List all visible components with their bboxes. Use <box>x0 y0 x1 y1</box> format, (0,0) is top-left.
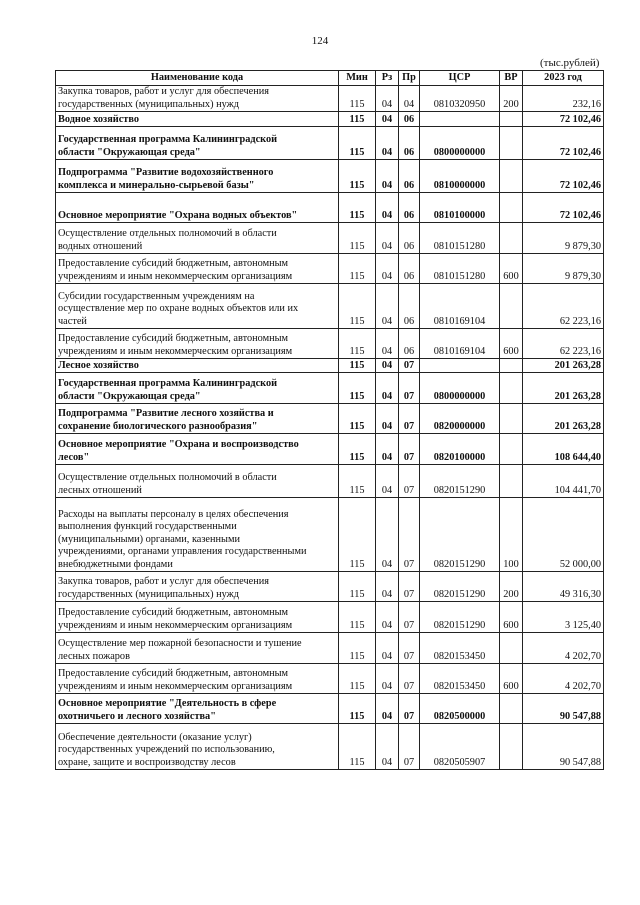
row-name: Предоставление субсидий бюджетным, автономным учреждениям и иным некоммерческим организациям <box>56 664 339 694</box>
row-name: Закупка товаров, работ и услуг для обеспечения государственных (муниципальных) нужд <box>56 86 339 112</box>
units-label: (тыс.рублей) <box>540 57 600 69</box>
row-csr: 0810169104 <box>420 284 500 329</box>
row-name: Обеспечение деятельности (оказание услуг) государственных учреждений по использованию, охране, защите и воспроизводству лесов <box>56 724 339 770</box>
table-row <box>56 284 604 329</box>
row-amount: 201 263,28 <box>523 404 604 434</box>
row-name: Подпрограмма "Развитие лесного хозяйства и сохранение биологического разнообразия" <box>56 404 339 434</box>
row-amount: 201 263,28 <box>523 359 604 373</box>
row-vr <box>500 465 523 498</box>
row-rz: 04 <box>376 254 399 284</box>
row-pr: 06 <box>399 223 420 254</box>
table-row <box>56 633 604 664</box>
row-min: 115 <box>339 160 376 193</box>
table-row <box>56 359 604 373</box>
table-row <box>56 602 604 633</box>
row-amount: 49 316,30 <box>523 572 604 602</box>
table-row <box>56 724 604 770</box>
row-name: Основное мероприятие "Охрана и воспроизводство лесов" <box>56 434 339 465</box>
row-csr: 0820100000 <box>420 434 500 465</box>
row-rz: 04 <box>376 359 399 373</box>
row-vr <box>500 160 523 193</box>
row-name: Основное мероприятие "Деятельность в сфере охотничьего и лесного хозяйства" <box>56 694 339 724</box>
row-rz: 04 <box>376 633 399 664</box>
row-name: Предоставление субсидий бюджетным, автономным учреждениям и иным некоммерческим организациям <box>56 254 339 284</box>
row-pr: 06 <box>399 329 420 359</box>
row-csr: 0810000000 <box>420 160 500 193</box>
budget-table <box>55 70 604 770</box>
row-amount: 52 000,00 <box>523 498 604 572</box>
row-csr: 0810151280 <box>420 223 500 254</box>
row-name: Субсидии государственным учреждениям на осуществление мер по охране водных объектов или их частей <box>56 284 339 329</box>
row-name: Закупка товаров, работ и услуг для обеспечения государственных (муниципальных) нужд <box>56 572 339 602</box>
row-vr <box>500 404 523 434</box>
row-amount: 90 547,88 <box>523 724 604 770</box>
row-amount: 72 102,46 <box>523 193 604 223</box>
table-row <box>56 465 604 498</box>
row-pr: 07 <box>399 694 420 724</box>
row-name: Водное хозяйство <box>56 112 339 127</box>
row-rz: 04 <box>376 724 399 770</box>
row-min: 115 <box>339 404 376 434</box>
row-amount: 4 202,70 <box>523 633 604 664</box>
row-rz: 04 <box>376 602 399 633</box>
row-pr: 06 <box>399 112 420 127</box>
row-name: Осуществление мер пожарной безопасности и тушение лесных пожаров <box>56 633 339 664</box>
row-min: 115 <box>339 359 376 373</box>
row-min: 115 <box>339 329 376 359</box>
row-pr: 04 <box>399 86 420 112</box>
row-min: 115 <box>339 633 376 664</box>
row-pr: 07 <box>399 465 420 498</box>
row-min: 115 <box>339 193 376 223</box>
header-rz: Рз <box>376 71 399 86</box>
row-csr: 0810320950 <box>420 86 500 112</box>
row-name: Государственная программа Калининградской области "Окружающая среда" <box>56 127 339 160</box>
table-row <box>56 572 604 602</box>
row-min: 115 <box>339 602 376 633</box>
table-row <box>56 112 604 127</box>
row-csr: 0820151290 <box>420 498 500 572</box>
header-amount: 2023 год <box>523 71 604 86</box>
row-amount: 62 223,16 <box>523 329 604 359</box>
row-name: Государственная программа Калининградской области "Окружающая среда" <box>56 373 339 404</box>
row-csr: 0800000000 <box>420 373 500 404</box>
table-row <box>56 434 604 465</box>
row-rz: 04 <box>376 329 399 359</box>
row-pr: 07 <box>399 498 420 572</box>
row-csr: 0820000000 <box>420 404 500 434</box>
row-amount: 72 102,46 <box>523 160 604 193</box>
row-vr <box>500 223 523 254</box>
row-csr: 0820151290 <box>420 465 500 498</box>
header-vr: ВР <box>500 71 523 86</box>
row-name: Лесное хозяйство <box>56 359 339 373</box>
row-min: 115 <box>339 572 376 602</box>
header-pr: Пр <box>399 71 420 86</box>
table-row <box>56 254 604 284</box>
table-row <box>56 193 604 223</box>
table-row <box>56 373 604 404</box>
row-rz: 04 <box>376 664 399 694</box>
row-rz: 04 <box>376 112 399 127</box>
row-vr <box>500 434 523 465</box>
row-min: 115 <box>339 434 376 465</box>
header-min: Мин <box>339 71 376 86</box>
row-pr: 06 <box>399 160 420 193</box>
row-min: 115 <box>339 112 376 127</box>
row-vr <box>500 112 523 127</box>
row-min: 115 <box>339 465 376 498</box>
row-name: Осуществление отдельных полномочий в области лесных отношений <box>56 465 339 498</box>
row-rz: 04 <box>376 160 399 193</box>
row-vr: 200 <box>500 86 523 112</box>
table-row <box>56 694 604 724</box>
row-pr: 06 <box>399 284 420 329</box>
table-row <box>56 498 604 572</box>
row-csr: 0820151290 <box>420 572 500 602</box>
row-csr: 0810100000 <box>420 193 500 223</box>
row-amount: 9 879,30 <box>523 223 604 254</box>
table-row <box>56 404 604 434</box>
table-row <box>56 86 604 112</box>
row-vr: 600 <box>500 254 523 284</box>
row-vr: 600 <box>500 602 523 633</box>
row-rz: 04 <box>376 373 399 404</box>
row-min: 115 <box>339 724 376 770</box>
row-rz: 04 <box>376 86 399 112</box>
row-amount: 3 125,40 <box>523 602 604 633</box>
row-amount: 201 263,28 <box>523 373 604 404</box>
row-min: 115 <box>339 694 376 724</box>
row-name: Основное мероприятие "Охрана водных объектов" <box>56 193 339 223</box>
row-name: Подпрограмма "Развитие водохозяйственного комплекса и минерально-сырьевой базы" <box>56 160 339 193</box>
row-rz: 04 <box>376 498 399 572</box>
row-vr <box>500 373 523 404</box>
table-row <box>56 329 604 359</box>
row-rz: 04 <box>376 193 399 223</box>
row-pr: 07 <box>399 724 420 770</box>
row-name: Расходы на выплаты персоналу в целях обеспечения выполнения функций государственными (муниципальными) органами, казенными учреждениями, органами управления государственными внебюджетными фондами <box>56 498 339 572</box>
row-csr: 0820153450 <box>420 664 500 694</box>
row-name: Предоставление субсидий бюджетным, автономным учреждениям и иным некоммерческим организациям <box>56 329 339 359</box>
row-csr: 0820505907 <box>420 724 500 770</box>
table-row <box>56 664 604 694</box>
row-rz: 04 <box>376 694 399 724</box>
table-header-row <box>56 71 604 86</box>
row-min: 115 <box>339 373 376 404</box>
row-rz: 04 <box>376 465 399 498</box>
row-pr: 07 <box>399 373 420 404</box>
row-pr: 07 <box>399 404 420 434</box>
row-pr: 07 <box>399 633 420 664</box>
row-rz: 04 <box>376 434 399 465</box>
row-pr: 07 <box>399 434 420 465</box>
row-rz: 04 <box>376 284 399 329</box>
row-vr: 100 <box>500 498 523 572</box>
row-amount: 232,16 <box>523 86 604 112</box>
row-vr <box>500 193 523 223</box>
row-csr: 0810151280 <box>420 254 500 284</box>
row-pr: 07 <box>399 359 420 373</box>
row-vr: 600 <box>500 329 523 359</box>
table-row <box>56 223 604 254</box>
row-csr: 0820153450 <box>420 633 500 664</box>
row-csr: 0820500000 <box>420 694 500 724</box>
row-csr <box>420 112 500 127</box>
row-vr <box>500 694 523 724</box>
row-min: 115 <box>339 223 376 254</box>
header-name: Наименование кода <box>56 71 339 86</box>
row-rz: 04 <box>376 572 399 602</box>
row-vr: 200 <box>500 572 523 602</box>
row-pr: 06 <box>399 254 420 284</box>
row-vr <box>500 724 523 770</box>
row-amount: 72 102,46 <box>523 127 604 160</box>
row-min: 115 <box>339 284 376 329</box>
row-min: 115 <box>339 498 376 572</box>
row-name: Предоставление субсидий бюджетным, автономным учреждениям и иным некоммерческим организациям <box>56 602 339 633</box>
table-row <box>56 127 604 160</box>
row-min: 115 <box>339 254 376 284</box>
row-pr: 07 <box>399 664 420 694</box>
row-vr: 600 <box>500 664 523 694</box>
row-amount: 104 441,70 <box>523 465 604 498</box>
row-vr <box>500 284 523 329</box>
row-csr <box>420 359 500 373</box>
row-rz: 04 <box>376 223 399 254</box>
row-name: Осуществление отдельных полномочий в области водных отношений <box>56 223 339 254</box>
row-amount: 108 644,40 <box>523 434 604 465</box>
row-pr: 06 <box>399 127 420 160</box>
row-amount: 9 879,30 <box>523 254 604 284</box>
row-csr: 0800000000 <box>420 127 500 160</box>
row-csr: 0820151290 <box>420 602 500 633</box>
row-min: 115 <box>339 127 376 160</box>
page-number: 124 <box>311 35 329 47</box>
table-row <box>56 160 604 193</box>
row-vr <box>500 359 523 373</box>
row-amount: 90 547,88 <box>523 694 604 724</box>
row-csr: 0810169104 <box>420 329 500 359</box>
row-amount: 4 202,70 <box>523 664 604 694</box>
row-vr <box>500 633 523 664</box>
row-rz: 04 <box>376 404 399 434</box>
row-min: 115 <box>339 664 376 694</box>
row-vr <box>500 127 523 160</box>
row-pr: 07 <box>399 572 420 602</box>
row-amount: 72 102,46 <box>523 112 604 127</box>
row-rz: 04 <box>376 127 399 160</box>
header-csr: ЦСР <box>420 71 500 86</box>
row-pr: 07 <box>399 602 420 633</box>
row-pr: 06 <box>399 193 420 223</box>
row-amount: 62 223,16 <box>523 284 604 329</box>
row-min: 115 <box>339 86 376 112</box>
